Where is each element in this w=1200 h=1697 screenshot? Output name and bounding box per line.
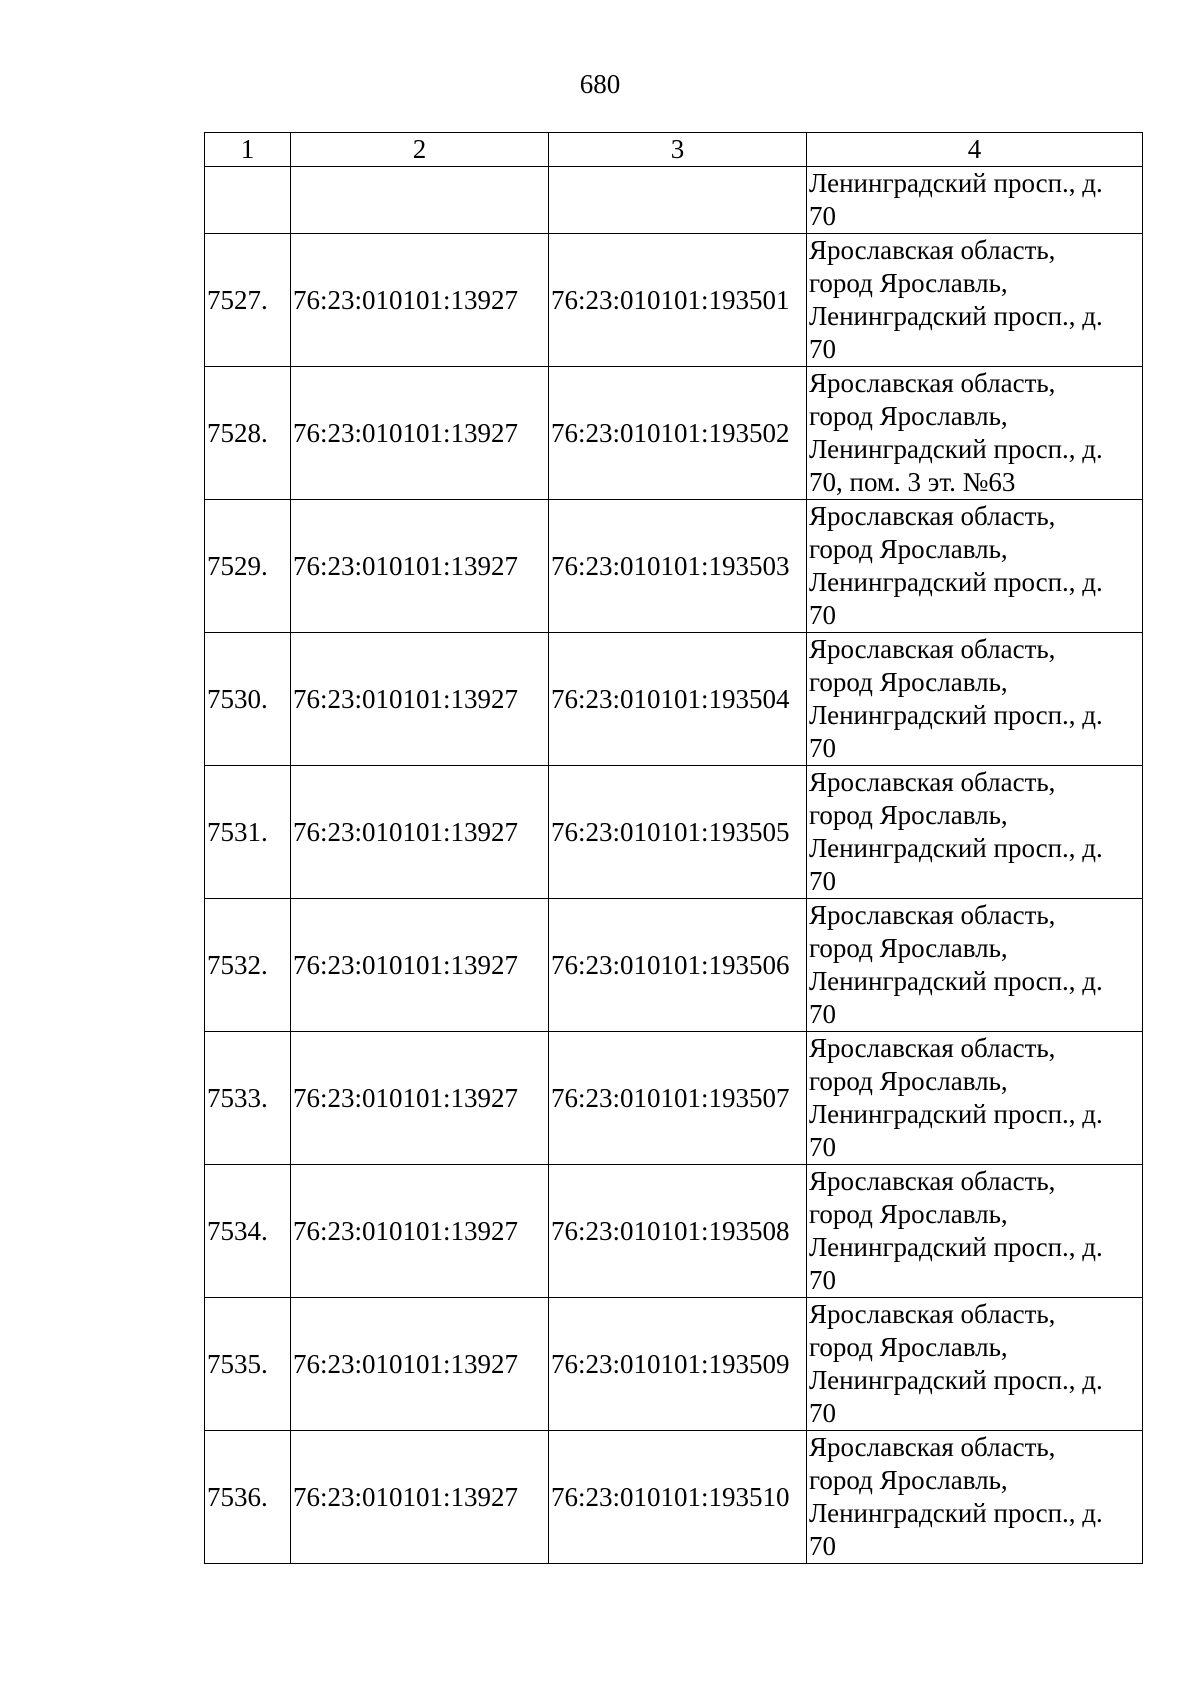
address-line: город Ярославль, <box>809 401 1008 431</box>
address-line: 70 <box>809 201 836 231</box>
row-number-cell: 7531. <box>205 766 291 899</box>
parcel-number-cell: 76:23:010101:13927 <box>291 766 549 899</box>
object-number-cell <box>549 167 807 234</box>
address-line: 70 <box>809 600 836 630</box>
address-line: Ленинградский просп., д. <box>809 301 1103 331</box>
address-line: Ярославская область, <box>809 235 1056 265</box>
address-line: Ярославская область, <box>809 1432 1056 1462</box>
address-line: город Ярославль, <box>809 268 1008 298</box>
column-header-2: 2 <box>291 133 549 167</box>
address-line: Ленинградский просп., д. <box>809 966 1103 996</box>
registry-table <box>204 132 1143 1564</box>
object-number-cell: 76:23:010101:193505 <box>549 766 807 899</box>
table-row <box>205 367 1143 500</box>
address-cell <box>807 234 1143 367</box>
row-number-cell: 7532. <box>205 899 291 1032</box>
address-line: Ярославская область, <box>809 767 1056 797</box>
address-line: Ленинградский просп., д. <box>809 833 1103 863</box>
address-line: Ленинградский просп., д. <box>809 1232 1103 1262</box>
object-number-cell: 76:23:010101:193508 <box>549 1165 807 1298</box>
address-line: 70 <box>809 999 836 1029</box>
address-cell <box>807 1165 1143 1298</box>
table-row <box>205 1165 1143 1298</box>
address-cell <box>807 633 1143 766</box>
continuation-row <box>205 167 1143 234</box>
address-line: 70, пом. 3 эт. №63 <box>809 467 1016 497</box>
address-line: Ярославская область, <box>809 1166 1056 1196</box>
address-line: Ярославская область, <box>809 1033 1056 1063</box>
address-line: Ленинградский просп., д. <box>809 567 1103 597</box>
row-number-cell <box>205 167 291 234</box>
row-number-cell: 7528. <box>205 367 291 500</box>
address-line: Ярославская область, <box>809 634 1056 664</box>
address-cell <box>807 167 1143 234</box>
row-number-cell: 7527. <box>205 234 291 367</box>
table-row <box>205 899 1143 1032</box>
address-line: Ярославская область, <box>809 1299 1056 1329</box>
table-row <box>205 633 1143 766</box>
address-line: Ярославская область, <box>809 368 1056 398</box>
table-row <box>205 766 1143 899</box>
address-line: Ярославская область, <box>809 501 1056 531</box>
parcel-number-cell: 76:23:010101:13927 <box>291 500 549 633</box>
table-body <box>205 167 1143 1564</box>
address-line: город Ярославль, <box>809 933 1008 963</box>
page-number: 680 <box>579 69 621 99</box>
parcel-number-cell: 76:23:010101:13927 <box>291 234 549 367</box>
column-header-1: 1 <box>205 133 291 167</box>
parcel-number-cell: 76:23:010101:13927 <box>291 1298 549 1431</box>
address-line: 70 <box>809 1398 836 1428</box>
object-number-cell: 76:23:010101:193501 <box>549 234 807 367</box>
address-line: Ленинградский просп., д. <box>809 1498 1103 1528</box>
row-number-cell: 7533. <box>205 1032 291 1165</box>
address-line: 70 <box>809 1132 836 1162</box>
address-cell <box>807 1032 1143 1165</box>
address-line: город Ярославль, <box>809 1332 1008 1362</box>
address-cell <box>807 1298 1143 1431</box>
address-line: город Ярославль, <box>809 534 1008 564</box>
address-cell <box>807 899 1143 1032</box>
table-row <box>205 234 1143 367</box>
address-line: Ленинградский просп., д. <box>809 168 1103 198</box>
parcel-number-cell: 76:23:010101:13927 <box>291 899 549 1032</box>
address-line: 70 <box>809 733 836 763</box>
address-line: 70 <box>809 1265 836 1295</box>
address-line: город Ярославль, <box>809 1465 1008 1495</box>
parcel-number-cell: 76:23:010101:13927 <box>291 1032 549 1165</box>
object-number-cell: 76:23:010101:193507 <box>549 1032 807 1165</box>
row-number-cell: 7530. <box>205 633 291 766</box>
table-header <box>205 133 1143 167</box>
address-line: Ленинградский просп., д. <box>809 700 1103 730</box>
row-number-cell: 7536. <box>205 1431 291 1564</box>
header-row <box>205 133 1143 167</box>
object-number-cell: 76:23:010101:193506 <box>549 899 807 1032</box>
address-line: 70 <box>809 334 836 364</box>
column-header-3: 3 <box>549 133 807 167</box>
parcel-number-cell: 76:23:010101:13927 <box>291 367 549 500</box>
address-cell <box>807 1431 1143 1564</box>
object-number-cell: 76:23:010101:193503 <box>549 500 807 633</box>
table-row <box>205 1298 1143 1431</box>
address-line: Ленинградский просп., д. <box>809 1365 1103 1395</box>
table-row <box>205 1431 1143 1564</box>
address-line: город Ярославль, <box>809 1066 1008 1096</box>
object-number-cell: 76:23:010101:193510 <box>549 1431 807 1564</box>
object-number-cell: 76:23:010101:193504 <box>549 633 807 766</box>
row-number-cell: 7529. <box>205 500 291 633</box>
table-row <box>205 1032 1143 1165</box>
address-line: Ленинградский просп., д. <box>809 434 1103 464</box>
address-line: Ярославская область, <box>809 900 1056 930</box>
parcel-number-cell <box>291 167 549 234</box>
parcel-number-cell: 76:23:010101:13927 <box>291 1165 549 1298</box>
address-cell <box>807 500 1143 633</box>
address-cell <box>807 766 1143 899</box>
address-line: город Ярославль, <box>809 1199 1008 1229</box>
parcel-number-cell: 76:23:010101:13927 <box>291 633 549 766</box>
object-number-cell: 76:23:010101:193502 <box>549 367 807 500</box>
object-number-cell: 76:23:010101:193509 <box>549 1298 807 1431</box>
column-header-4: 4 <box>807 133 1143 167</box>
row-number-cell: 7535. <box>205 1298 291 1431</box>
address-line: 70 <box>809 866 836 896</box>
address-cell <box>807 367 1143 500</box>
address-line: город Ярославль, <box>809 800 1008 830</box>
address-line: город Ярославль, <box>809 667 1008 697</box>
row-number-cell: 7534. <box>205 1165 291 1298</box>
parcel-number-cell: 76:23:010101:13927 <box>291 1431 549 1564</box>
address-line: 70 <box>809 1531 836 1561</box>
address-line: Ленинградский просп., д. <box>809 1099 1103 1129</box>
table-row <box>205 500 1143 633</box>
